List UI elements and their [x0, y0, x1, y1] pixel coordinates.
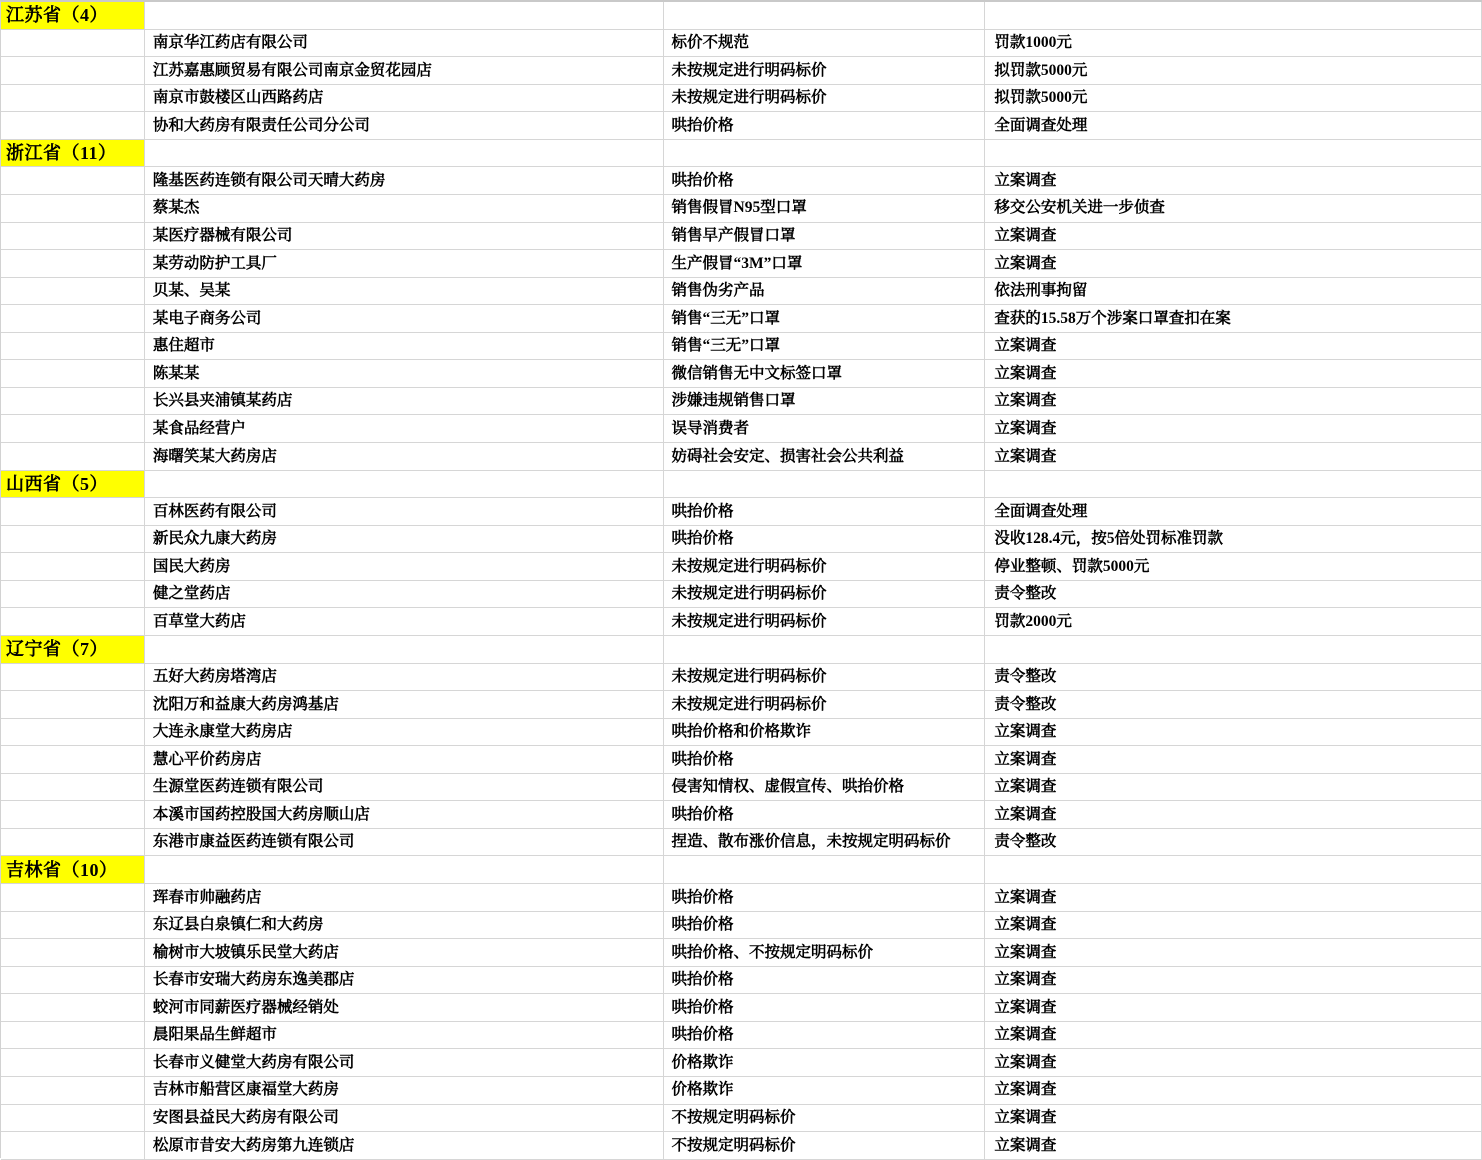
violation-cell[interactable]: 销售假冒N95型口罩: [664, 195, 986, 223]
province-header-cell[interactable]: 浙江省（11）: [1, 140, 145, 168]
penalty-cell[interactable]: [985, 856, 1482, 884]
violation-cell[interactable]: 哄抬价格: [664, 1022, 986, 1050]
row-region-cell[interactable]: [1, 1132, 145, 1160]
violation-cell[interactable]: 侵害知情权、虚假宣传、哄抬价格: [664, 774, 986, 802]
violation-cell[interactable]: 生产假冒“3M”口罩: [664, 250, 986, 278]
penalty-cell[interactable]: 立案调查: [985, 774, 1482, 802]
entity-cell[interactable]: 长兴县夹浦镇某药店: [145, 388, 664, 416]
table-row: [1, 112, 1482, 140]
row-region-cell[interactable]: [1, 912, 145, 940]
entity-cell[interactable]: 隆基医药连锁有限公司天晴大药房: [145, 167, 664, 195]
row-region-cell[interactable]: [1, 1022, 145, 1050]
table-row: [1, 167, 1482, 195]
table-row: [1, 1049, 1482, 1077]
entity-cell[interactable]: 榆树市大坡镇乐民堂大药店: [145, 939, 664, 967]
violation-cell[interactable]: 哄抬价格: [664, 498, 986, 526]
row-region-cell[interactable]: [1, 1049, 145, 1077]
violation-cell[interactable]: 哄抬价格: [664, 912, 986, 940]
row-region-cell[interactable]: [1, 1077, 145, 1105]
violation-cell[interactable]: 妨碍社会安定、损害社会公共利益: [664, 443, 986, 471]
table-row: [1, 719, 1482, 747]
penalty-cell[interactable]: 立案调查: [985, 967, 1482, 995]
row-region-cell[interactable]: [1, 443, 145, 471]
table-row: [1, 829, 1482, 857]
row-region-cell[interactable]: [1, 1105, 145, 1133]
entity-cell[interactable]: [145, 856, 664, 884]
violation-cell[interactable]: 哄抬价格: [664, 112, 986, 140]
table-row: [1, 333, 1482, 361]
entity-cell[interactable]: 南京市鼓楼区山西路药店: [145, 85, 664, 113]
penalty-cell[interactable]: 立案调查: [985, 360, 1482, 388]
violation-cell[interactable]: 哄抬价格: [664, 801, 986, 829]
province-header-row: [1, 636, 1482, 664]
penalty-cell[interactable]: 拟罚款5000元: [985, 85, 1482, 113]
entity-cell[interactable]: 长春市安瑞大药房东逸美郡店: [145, 967, 664, 995]
row-region-cell[interactable]: [1, 526, 145, 554]
table-row: [1, 581, 1482, 609]
penalty-cell[interactable]: 立案调查: [985, 333, 1482, 361]
violation-cell[interactable]: 未按规定进行明码标价: [664, 85, 986, 113]
table-row: [1, 278, 1482, 306]
entity-cell[interactable]: 江苏嘉惠顾贸易有限公司南京金贸花园店: [145, 57, 664, 85]
violation-cell[interactable]: [664, 471, 986, 499]
penalty-cell[interactable]: 立案调查: [985, 223, 1482, 251]
violation-cell[interactable]: 未按规定进行明码标价: [664, 691, 986, 719]
entity-cell[interactable]: 某电子商务公司: [145, 305, 664, 333]
row-region-cell[interactable]: [1, 250, 145, 278]
penalty-cell[interactable]: [985, 2, 1482, 30]
entity-cell[interactable]: 蔡某杰: [145, 195, 664, 223]
penalty-cell[interactable]: [985, 140, 1482, 168]
penalty-cell[interactable]: 立案调查: [985, 1077, 1482, 1105]
penalty-cell[interactable]: 立案调查: [985, 1132, 1482, 1160]
table-row: [1, 691, 1482, 719]
violation-cell[interactable]: [664, 856, 986, 884]
table-row: [1, 388, 1482, 416]
row-region-cell[interactable]: [1, 415, 145, 443]
row-region-cell[interactable]: [1, 333, 145, 361]
entity-cell[interactable]: 珲春市帅融药店: [145, 884, 664, 912]
penalty-cell[interactable]: 立案调查: [985, 388, 1482, 416]
entity-cell[interactable]: [145, 140, 664, 168]
entity-cell[interactable]: 慧心平价药房店: [145, 746, 664, 774]
table-row: [1, 250, 1482, 278]
province-header-cell[interactable]: 吉林省（10）: [1, 856, 145, 884]
table-row: [1, 526, 1482, 554]
entity-cell[interactable]: 海曙笑某大药房店: [145, 443, 664, 471]
penalty-cell[interactable]: [985, 636, 1482, 664]
violation-cell[interactable]: 销售伪劣产品: [664, 278, 986, 306]
entity-cell[interactable]: [145, 2, 664, 30]
table-row: [1, 498, 1482, 526]
entity-cell[interactable]: 百草堂大药店: [145, 608, 664, 636]
entity-cell[interactable]: 陈某某: [145, 360, 664, 388]
province-header-cell[interactable]: 辽宁省（7）: [1, 636, 145, 664]
penalty-cell[interactable]: 查获的15.58万个涉案口罩查扣在案: [985, 305, 1482, 333]
violation-cell[interactable]: 未按规定进行明码标价: [664, 581, 986, 609]
entity-cell[interactable]: [145, 471, 664, 499]
violation-cell[interactable]: 误导消费者: [664, 415, 986, 443]
table-row: [1, 415, 1482, 443]
violation-cell[interactable]: 涉嫌违规销售口罩: [664, 388, 986, 416]
table-row: [1, 360, 1482, 388]
row-region-cell[interactable]: [1, 967, 145, 995]
violation-cell[interactable]: 哄抬价格和价格欺诈: [664, 719, 986, 747]
entity-cell[interactable]: 长春市义健堂大药房有限公司: [145, 1049, 664, 1077]
row-region-cell[interactable]: [1, 801, 145, 829]
penalty-cell[interactable]: 全面调查处理: [985, 112, 1482, 140]
entity-cell[interactable]: 协和大药房有限责任公司分公司: [145, 112, 664, 140]
row-region-cell[interactable]: [1, 719, 145, 747]
penalty-cell[interactable]: 立案调查: [985, 250, 1482, 278]
penalty-cell[interactable]: 立案调查: [985, 415, 1482, 443]
table-row: [1, 967, 1482, 995]
penalty-cell[interactable]: 责令整改: [985, 581, 1482, 609]
violation-cell[interactable]: 哄抬价格: [664, 967, 986, 995]
violation-cell[interactable]: 销售“三无”口罩: [664, 305, 986, 333]
entity-cell[interactable]: 百林医药有限公司: [145, 498, 664, 526]
violation-cell[interactable]: [664, 636, 986, 664]
table-row: [1, 664, 1482, 692]
entity-cell[interactable]: 五好大药房塔湾店: [145, 664, 664, 692]
penalty-cell[interactable]: 立案调查: [985, 801, 1482, 829]
province-header-cell[interactable]: 山西省（5）: [1, 471, 145, 499]
penalty-cell[interactable]: 立案调查: [985, 167, 1482, 195]
entity-cell[interactable]: 松原市昔安大药房第九连锁店: [145, 1132, 664, 1160]
penalty-cell[interactable]: [985, 471, 1482, 499]
entity-cell[interactable]: 安图县益民大药房有限公司: [145, 1105, 664, 1133]
violation-cell[interactable]: [664, 2, 986, 30]
row-region-cell[interactable]: [1, 581, 145, 609]
penalty-cell[interactable]: 立案调查: [985, 746, 1482, 774]
violation-cell[interactable]: 哄抬价格、不按规定明码标价: [664, 939, 986, 967]
violation-cell[interactable]: 哄抬价格: [664, 994, 986, 1022]
province-header-row: [1, 471, 1482, 499]
entity-cell[interactable]: 东辽县白泉镇仁和大药房: [145, 912, 664, 940]
row-region-cell[interactable]: [1, 608, 145, 636]
entity-cell[interactable]: [145, 636, 664, 664]
row-region-cell[interactable]: [1, 167, 145, 195]
row-region-cell[interactable]: [1, 278, 145, 306]
row-region-cell[interactable]: [1, 112, 145, 140]
table-row: [1, 553, 1482, 581]
entity-cell[interactable]: 生源堂医药连锁有限公司: [145, 774, 664, 802]
violation-cell[interactable]: 捏造、散布涨价信息，未按规定明码标价: [664, 829, 986, 857]
violation-cell[interactable]: 未按规定进行明码标价: [664, 608, 986, 636]
violation-cell[interactable]: 不按规定明码标价: [664, 1132, 986, 1160]
table-row: [1, 608, 1482, 636]
table-row: [1, 746, 1482, 774]
violation-cell[interactable]: [664, 140, 986, 168]
entity-cell[interactable]: 东港市康益医药连锁有限公司: [145, 829, 664, 857]
penalty-cell[interactable]: 立案调查: [985, 1049, 1482, 1077]
violation-cell[interactable]: 未按规定进行明码标价: [664, 57, 986, 85]
row-region-cell[interactable]: [1, 195, 145, 223]
table-row: [1, 1132, 1482, 1160]
table-row: [1, 1105, 1482, 1133]
province-header-row: [1, 140, 1482, 168]
violation-cell[interactable]: 微信销售无中文标签口罩: [664, 360, 986, 388]
row-region-cell[interactable]: [1, 305, 145, 333]
entity-cell[interactable]: 蛟河市同薪医疗器械经销处: [145, 994, 664, 1022]
province-header-row: [1, 856, 1482, 884]
penalty-cell[interactable]: 责令整改: [985, 664, 1482, 692]
violation-cell[interactable]: 不按规定明码标价: [664, 1105, 986, 1133]
entity-cell[interactable]: 大连永康堂大药房店: [145, 719, 664, 747]
penalty-cell[interactable]: 罚款2000元: [985, 608, 1482, 636]
row-region-cell[interactable]: [1, 691, 145, 719]
penalty-cell[interactable]: 没收128.4元，按5倍处罚标准罚款: [985, 526, 1482, 554]
violation-cell[interactable]: 价格欺诈: [664, 1049, 986, 1077]
penalty-cell[interactable]: 罚款1000元: [985, 30, 1482, 58]
table-row: [1, 884, 1482, 912]
row-region-cell[interactable]: [1, 994, 145, 1022]
violation-cell[interactable]: 哄抬价格: [664, 167, 986, 195]
row-region-cell[interactable]: [1, 553, 145, 581]
penalty-cell[interactable]: 责令整改: [985, 829, 1482, 857]
violation-cell[interactable]: 哄抬价格: [664, 526, 986, 554]
table-row: [1, 801, 1482, 829]
province-header-cell[interactable]: 江苏省（4）: [1, 2, 145, 30]
table-row: [1, 30, 1482, 58]
row-region-cell[interactable]: [1, 223, 145, 251]
penalty-cell[interactable]: 立案调查: [985, 994, 1482, 1022]
penalty-cell[interactable]: 全面调查处理: [985, 498, 1482, 526]
penalty-cell[interactable]: 立案调查: [985, 1022, 1482, 1050]
row-region-cell[interactable]: [1, 85, 145, 113]
table-row: [1, 85, 1482, 113]
penalty-cell[interactable]: 停业整顿、罚款5000元: [985, 553, 1482, 581]
entity-cell[interactable]: 国民大药房: [145, 553, 664, 581]
entity-cell[interactable]: 贝某、吴某: [145, 278, 664, 306]
table-row: [1, 1077, 1482, 1105]
row-region-cell[interactable]: [1, 388, 145, 416]
row-region-cell[interactable]: [1, 884, 145, 912]
entity-cell[interactable]: 吉林市船营区康福堂大药房: [145, 1077, 664, 1105]
table-row: [1, 994, 1482, 1022]
entity-cell[interactable]: 某食品经营户: [145, 415, 664, 443]
entity-cell[interactable]: 本溪市国药控股国大药房顺山店: [145, 801, 664, 829]
table-row: [1, 912, 1482, 940]
entity-cell[interactable]: 晨阳果品生鲜超市: [145, 1022, 664, 1050]
row-region-cell[interactable]: [1, 939, 145, 967]
entity-cell[interactable]: 沈阳万和益康大药房鸿基店: [145, 691, 664, 719]
penalty-cell[interactable]: 移交公安机关进一步侦查: [985, 195, 1482, 223]
penalty-cell[interactable]: 立案调查: [985, 939, 1482, 967]
violation-cell[interactable]: 销售早产假冒口罩: [664, 223, 986, 251]
table-row: [1, 774, 1482, 802]
violation-cell[interactable]: 哄抬价格: [664, 746, 986, 774]
violation-cell[interactable]: 哄抬价格: [664, 884, 986, 912]
entity-cell[interactable]: 惠住超市: [145, 333, 664, 361]
table-row: [1, 195, 1482, 223]
row-region-cell[interactable]: [1, 746, 145, 774]
penalty-cell[interactable]: 依法刑事拘留: [985, 278, 1482, 306]
row-region-cell[interactable]: [1, 829, 145, 857]
row-region-cell[interactable]: [1, 30, 145, 58]
row-region-cell[interactable]: [1, 774, 145, 802]
entity-cell[interactable]: 某劳动防护工具厂: [145, 250, 664, 278]
violation-cell[interactable]: 销售“三无”口罩: [664, 333, 986, 361]
table-row: [1, 305, 1482, 333]
violation-cell[interactable]: 未按规定进行明码标价: [664, 664, 986, 692]
table-row: [1, 223, 1482, 251]
violation-cell[interactable]: 价格欺诈: [664, 1077, 986, 1105]
row-region-cell[interactable]: [1, 360, 145, 388]
entity-cell[interactable]: 南京华江药店有限公司: [145, 30, 664, 58]
violation-cell[interactable]: 未按规定进行明码标价: [664, 553, 986, 581]
penalty-cell[interactable]: 立案调查: [985, 912, 1482, 940]
table-row: [1, 57, 1482, 85]
violation-cell[interactable]: 标价不规范: [664, 30, 986, 58]
penalty-cell[interactable]: 拟罚款5000元: [985, 57, 1482, 85]
table-row: [1, 1022, 1482, 1050]
penalty-cell[interactable]: 责令整改: [985, 691, 1482, 719]
penalty-cell[interactable]: 立案调查: [985, 1105, 1482, 1133]
penalty-cell[interactable]: 立案调查: [985, 884, 1482, 912]
entity-cell[interactable]: 健之堂药店: [145, 581, 664, 609]
row-region-cell[interactable]: [1, 57, 145, 85]
entity-cell[interactable]: 新民众九康大药房: [145, 526, 664, 554]
row-region-cell[interactable]: [1, 664, 145, 692]
table-row: [1, 939, 1482, 967]
penalty-cell[interactable]: 立案调查: [985, 443, 1482, 471]
province-header-row: [1, 2, 1482, 30]
table-row: [1, 443, 1482, 471]
entity-cell[interactable]: 某医疗器械有限公司: [145, 223, 664, 251]
penalty-cell[interactable]: 立案调查: [985, 719, 1482, 747]
row-region-cell[interactable]: [1, 498, 145, 526]
